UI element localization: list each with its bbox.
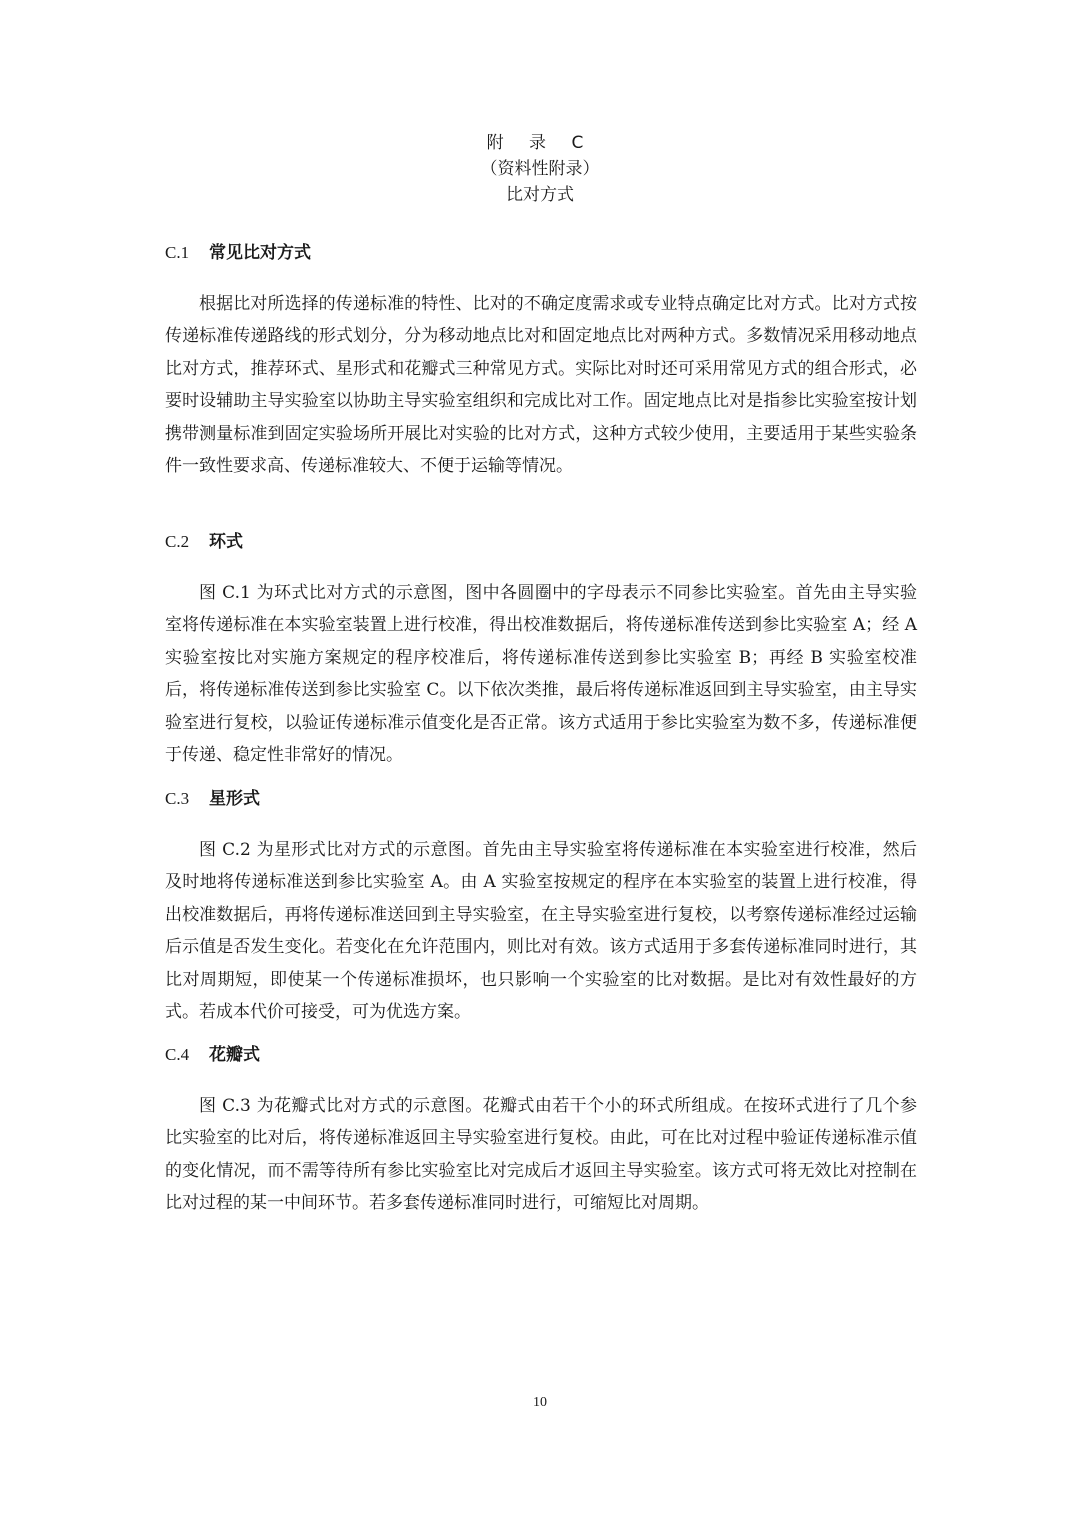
section-title: 环式: [209, 532, 243, 552]
section-paragraph: 图 C.1 为环式比对方式的示意图，图中各圆圈中的字母表示不同参比实验室。首先由主导实验室将传递标准在本实验室装置上进行校准，得出校准数据后，将传递标准传送到参比实验室 A；经 A 实验室按比对实施方案规定的程序校准后，将传递标准传送到参比实验室 B；再经 B 实验室校准后，将传递标准传送到参比实验室 C。以下依次类推，最后将传递标准返回到主导实验室，由主导实验室进行复校，以验证传递标准示值变化是否正常。该方式适用于参比实验室为数不多，传递标准便于传递、稳定性非常好的情况。: [165, 583, 917, 766]
section-title: 花瓣式: [209, 1045, 260, 1065]
section-paragraph: 图 C.2 为星形式比对方式的示意图。首先由主导实验室将传递标准在本实验室进行校准，然后及时地将传递标准送到参比实验室 A。由 A 实验室按规定的程序在本实验室的装置上进行校准，得出校准数据后，再将传递标准送回到主导实验室，在主导实验室进行复校，以考察传递标准经过运输后示值是否发生变化。若变化在允许范围内，则比对有效。该方式适用于多套传递标准同时进行，其比对周期短，即使某一个传递标准损坏，也只影响一个实验室的比对数据。是比对有效性最好的方式。若成本代价可接受，可为优选方案。: [165, 840, 917, 1023]
section-c1: [165, 240, 917, 482]
section-paragraph: 根据比对所选择的传递标准的特性、比对的不确定度需求或专业特点确定比对方式。比对方式按传递标准传递路线的形式划分，分为移动地点比对和固定地点比对两种方式。多数情况采用移动地点比对方式，推荐环式、星形式和花瓣式三种常见方式。实际比对时还可采用常见方式的组合形式，必要时设辅助主导实验室以协助主导实验室组织和完成比对工作。固定地点比对是指参比实验室按计划携带测量标准到固定实验场所开展比对实验的比对方式，这种方式较少使用，主要适用于某些实验条件一致性要求高、传递标准较大、不便于运输等情况。: [165, 294, 917, 477]
section-heading: [165, 1042, 917, 1068]
section-paragraph: 图 C.3 为花瓣式比对方式的示意图。花瓣式由若干个小的环式所组成。在按环式进行了几个参比实验室的比对后，将传递标准返回主导实验室进行复校。由此，可在比对过程中验证传递标准示值的变化情况，而不需等待所有参比实验室比对完成后才返回主导实验室。该方式可将无效比对控制在比对过程的某一中间环节。若多套传递标准同时进行，可缩短比对周期。: [165, 1096, 917, 1214]
section-number: C.3: [165, 789, 190, 808]
section-title: 常见比对方式: [209, 243, 311, 263]
appendix-heading: 比对方式: [506, 185, 574, 205]
section-c2: [165, 529, 917, 771]
page-number: 10: [533, 1395, 547, 1410]
section-number: C.1: [165, 243, 190, 262]
section-title: 星形式: [209, 789, 260, 809]
section-heading: [165, 786, 917, 812]
appendix-subtitle: （资料性附录）: [480, 159, 600, 179]
appendix-header: [0, 130, 1080, 208]
section-c4: [165, 1042, 917, 1220]
section-number: C.2: [165, 532, 190, 551]
section-number: C.4: [165, 1045, 190, 1064]
appendix-title: 附 录 C: [486, 133, 594, 153]
section-heading: [165, 240, 917, 266]
section-heading: [165, 529, 917, 555]
section-c3: [165, 786, 917, 1028]
